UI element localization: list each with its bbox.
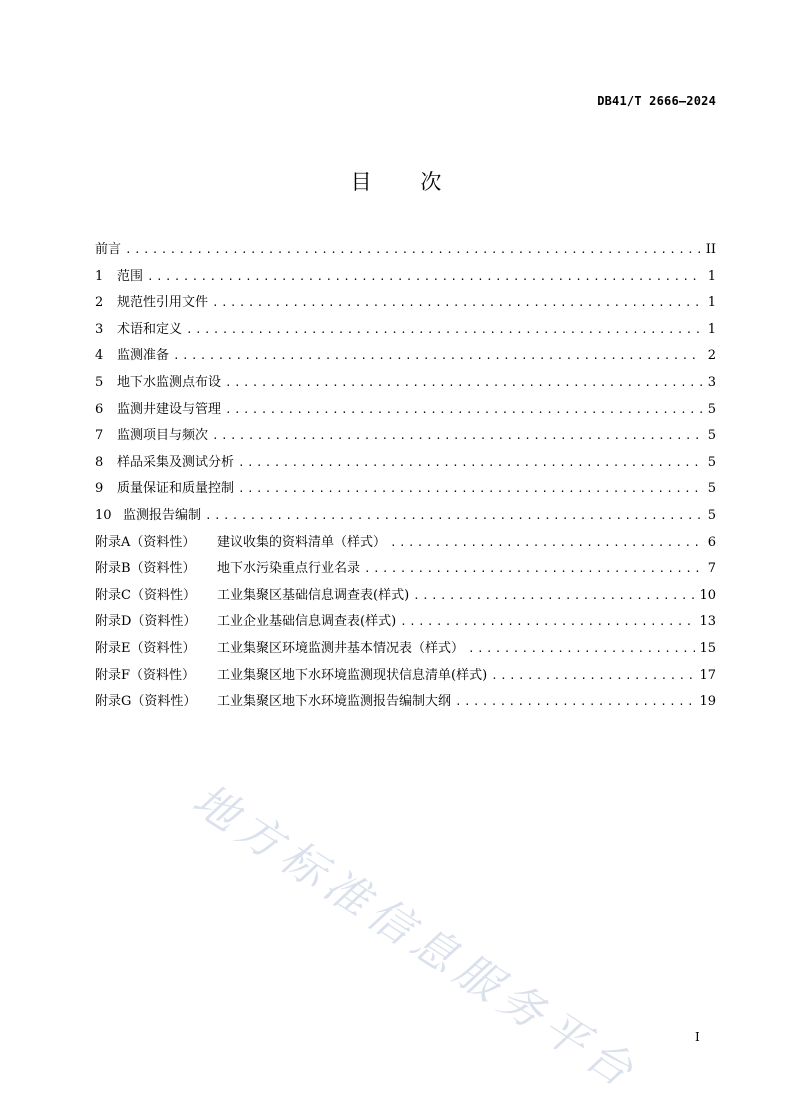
toc-entry-number: 2 xyxy=(95,295,104,311)
toc-entry-page: 5 xyxy=(707,507,716,523)
toc-appendix-title: 工业集聚区地下水环境监测现状信息清单(样式) xyxy=(217,667,488,683)
toc-entry-page: 17 xyxy=(699,667,716,683)
toc-appendix-c[interactable] xyxy=(95,584,716,611)
toc-appendix-label: 附录F（资料性） xyxy=(95,667,196,683)
toc-leader-dots xyxy=(212,429,702,442)
toc-entry-page: 5 xyxy=(707,428,716,444)
toc-entry-page: 10 xyxy=(699,587,716,603)
toc-leader-dots xyxy=(491,669,695,682)
toc-entry-label: 监测井建设与管理 xyxy=(117,401,222,417)
toc-entry-number: 8 xyxy=(95,454,104,470)
toc-entry-label: 监测项目与频次 xyxy=(117,428,209,444)
toc-entry-page: II xyxy=(705,242,716,257)
toc-leader-dots xyxy=(225,376,702,389)
toc-leader-dots xyxy=(225,403,702,416)
toc-appendix-title: 地下水污染重点行业名录 xyxy=(217,561,361,577)
toc-appendix-label: 附录E（资料性） xyxy=(95,640,196,656)
toc-leader-dots xyxy=(364,562,702,575)
toc-appendix-b[interactable] xyxy=(95,557,716,584)
toc-appendix-d[interactable] xyxy=(95,610,716,637)
toc-entry-number: 7 xyxy=(95,428,104,444)
toc-appendix-title: 建议收集的资料清单（样式） xyxy=(217,534,387,550)
toc-appendix-e[interactable] xyxy=(95,637,716,664)
toc-entry-page: 13 xyxy=(699,614,716,630)
toc-entry-5[interactable] xyxy=(95,371,716,398)
toc-leader-dots xyxy=(125,243,702,256)
toc-appendix-label: 附录B（资料性） xyxy=(95,561,196,577)
toc-appendix-label: 附录G（资料性） xyxy=(95,694,197,710)
toc-entry-page: 1 xyxy=(707,268,716,284)
toc-entry-6[interactable] xyxy=(95,398,716,425)
toc-leader-dots xyxy=(147,270,702,283)
toc-appendix-label: 附录D（资料性） xyxy=(95,614,197,630)
toc-entry-2[interactable] xyxy=(95,291,716,318)
toc-entry-number: 5 xyxy=(95,374,104,390)
toc-leader-dots xyxy=(238,456,702,469)
toc-appendix-f[interactable] xyxy=(95,664,716,691)
toc-appendix-g[interactable] xyxy=(95,690,716,717)
toc-leader-dots xyxy=(468,642,695,655)
toc-entry-number: 1 xyxy=(95,268,104,284)
toc-entry-page: 5 xyxy=(707,401,716,417)
toc-entry-8[interactable] xyxy=(95,451,716,478)
toc-entry-4[interactable] xyxy=(95,344,716,371)
toc-entry-10[interactable] xyxy=(95,504,716,531)
toc-entry-page: 5 xyxy=(707,481,716,497)
toc-entry-label: 样品采集及测试分析 xyxy=(117,454,235,470)
toc-entry-label: 前言 xyxy=(95,242,122,257)
table-of-contents xyxy=(95,238,716,717)
toc-leader-dots xyxy=(173,349,702,362)
toc-entry-page: 3 xyxy=(707,374,716,390)
toc-leader-dots xyxy=(212,296,702,309)
page-number: I xyxy=(695,1030,700,1044)
toc-entry-3[interactable] xyxy=(95,318,716,345)
toc-leader-dots xyxy=(390,536,702,549)
toc-entry-number: 9 xyxy=(95,481,104,497)
toc-entry-page: 2 xyxy=(707,348,716,364)
toc-entry-label: 质量保证和质量控制 xyxy=(117,481,235,497)
toc-entry-page: 7 xyxy=(707,561,716,577)
toc-appendix-a[interactable] xyxy=(95,531,716,558)
toc-entry-page: 15 xyxy=(699,640,716,656)
toc-leader-dots xyxy=(413,589,695,602)
toc-leader-dots xyxy=(238,482,702,495)
toc-entry-number: 4 xyxy=(95,348,104,364)
toc-entry-foreword[interactable] xyxy=(95,238,716,265)
toc-appendix-title: 工业集聚区环境监测井基本情况表（样式） xyxy=(217,640,465,656)
toc-entry-9[interactable] xyxy=(95,477,716,504)
toc-leader-dots xyxy=(400,615,695,628)
toc-leader-dots xyxy=(455,695,695,708)
toc-appendix-title: 工业集聚区地下水环境监测报告编制大纲 xyxy=(217,694,452,710)
toc-entry-page: 1 xyxy=(707,295,716,311)
toc-entry-label: 范围 xyxy=(117,268,144,284)
toc-entry-label: 监测准备 xyxy=(117,348,170,364)
toc-entry-page: 5 xyxy=(707,454,716,470)
toc-leader-dots xyxy=(186,323,702,336)
toc-entry-page: 1 xyxy=(707,321,716,337)
toc-entry-number: 3 xyxy=(95,321,104,337)
toc-entry-label: 术语和定义 xyxy=(117,321,183,337)
watermark: 地方标准信息服务平台 xyxy=(183,774,648,1101)
toc-entry-number: 10 xyxy=(95,507,112,523)
toc-entry-page: 19 xyxy=(699,694,716,710)
toc-entry-label: 地下水监测点布设 xyxy=(117,374,222,390)
toc-entry-label: 规范性引用文件 xyxy=(117,295,209,311)
toc-appendix-label: 附录A（资料性） xyxy=(95,534,196,550)
toc-appendix-label: 附录C（资料性） xyxy=(95,587,196,603)
toc-entry-label: 监测报告编制 xyxy=(123,507,202,523)
toc-entry-page: 6 xyxy=(707,534,716,550)
toc-entry-7[interactable] xyxy=(95,424,716,451)
toc-entry-1[interactable] xyxy=(95,265,716,292)
toc-appendix-title: 工业企业基础信息调查表(样式) xyxy=(217,614,397,630)
toc-entry-number: 6 xyxy=(95,401,104,417)
document-code: DB41/T 2666—2024 xyxy=(597,94,716,108)
page-title: 目 次 xyxy=(350,170,442,194)
toc-leader-dots xyxy=(205,509,702,522)
toc-appendix-title: 工业集聚区基础信息调查表(样式) xyxy=(217,587,410,603)
